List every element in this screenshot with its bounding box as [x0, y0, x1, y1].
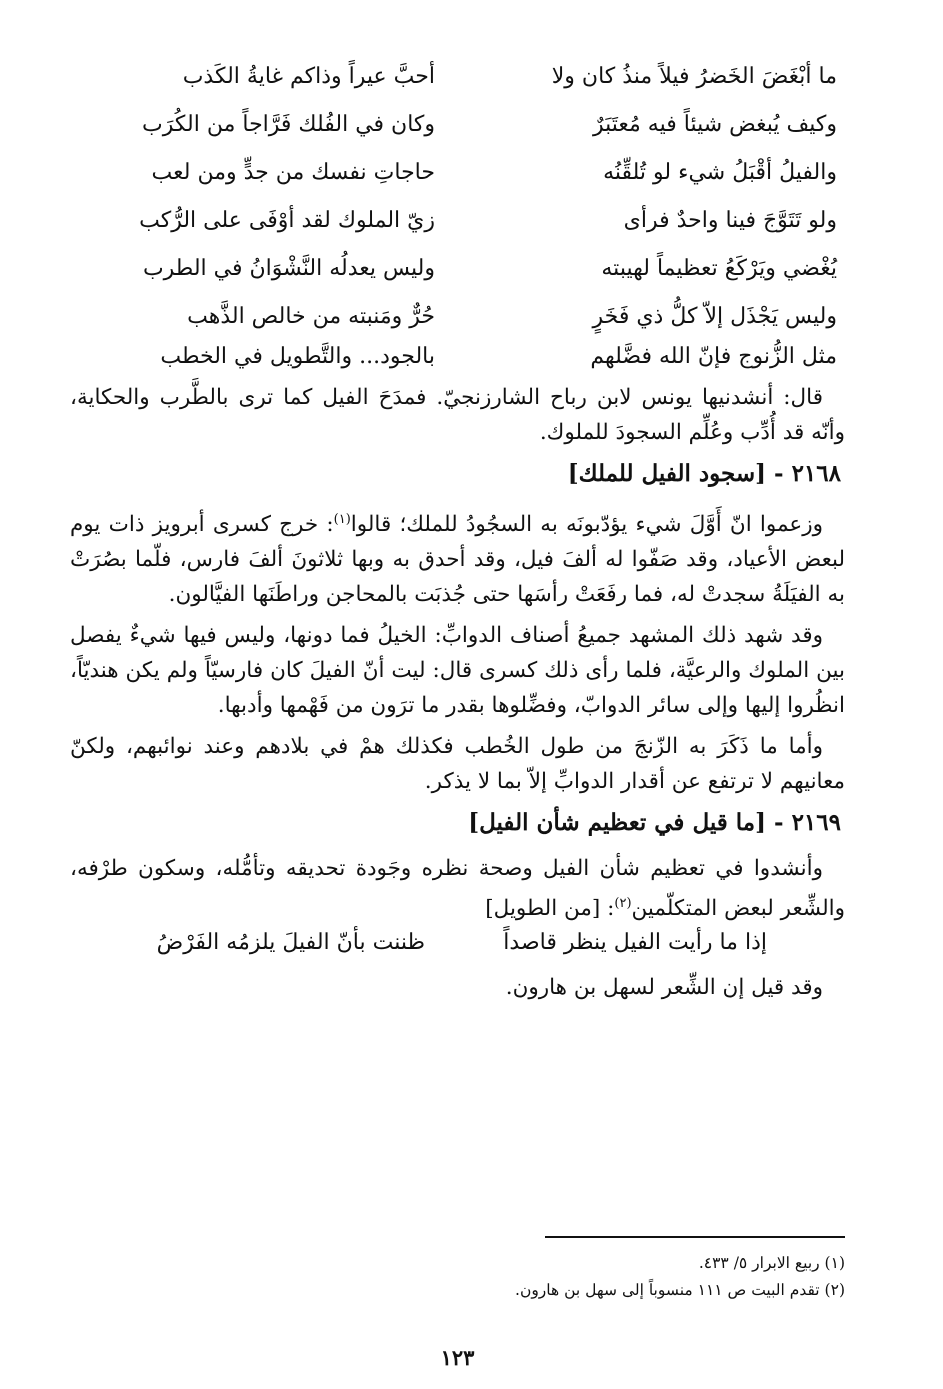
verse-line	[70, 926, 845, 970]
verse-hemistich-right: ما أبْغَضَ الخَضرُ فيلاً منذُ كان ولا	[551, 64, 837, 89]
footnote: (١) ربيع الابرار ٥/ ٤٣٣.	[698, 1254, 845, 1272]
book-page	[70, 40, 845, 1370]
footnote-divider	[545, 1236, 845, 1238]
verse-hemistich-left: أحبَّ عيراً وذاكم غايةُ الكَذب	[182, 64, 435, 89]
paragraph-text: وأنشدوا في تعظيم شأن الفيل وصحة نظره وجَودة تحديقه وتأمُّله، وسكون طرْفه، والشِّعر لبعض المتكلّمين	[70, 856, 845, 922]
footnote-ref: (١)	[333, 512, 351, 527]
verse-hemistich-left: زيّ الملوك لقد أوْفَى على الرُّكب	[139, 208, 435, 233]
verse-hemistich-left: حُرٌّ ومَنبته من خالص الذَّهب	[187, 304, 435, 329]
verse-hemistich-right: وليس يَجْذَل إلاّ كلُّ ذي فَخَرٍ	[592, 304, 837, 329]
page-number: ١٢٣	[440, 1345, 475, 1370]
paragraph: قال: أنشدنيها يونس لابن رباح الشارزنجيّ. فمدَحَ الفيل كما ترى بالطَّرب والحكاية، وأنّه قد أُدِّب وعُلِّم السجودَ للملوك.	[70, 385, 845, 445]
paragraph: وقد شهد ذلك المشهد جميعُ أصناف الدوابِّ: الخيلُ فما دونها، وليس فيها شيءٌ يفصل بين الملوك والرعيَّة، فلما رأى ذلك كسرى قال: ليت أنّ الفيلَ كان فارسيّاً ولم يكن هنديّاً، انظُروا إليها وإلى سائر الدوابّ، وفضِّلوها بقدر ما ترَون من فَهْمها وأدبها.	[70, 623, 845, 719]
verse-hemistich-left: وكان في الفُلك فَرَّاجاً من الكُرَب	[142, 112, 435, 137]
verse-hemistich-left: حاجاتِ نفسك من جدٍّ ومن لعب	[151, 160, 435, 185]
verse-hemistich-right: مثل الزُّنوج فإنّ الله فضَّلهم	[590, 344, 837, 369]
paragraph: وأما ما ذَكَرَ به الزّنجَ من طول الخُطب فكذلك همْ في بلادهم وعند نوائبهم، ولكنّ معانيهم لا ترتفع عن أقدار الدوابِّ إلاّ بما لا يذكر.	[70, 734, 845, 795]
paragraph-text: : [من الطويل]	[485, 896, 615, 922]
verse-hemistich-right: وكيف يُبغض شيئاً فيه مُعتَبَرٌ	[593, 112, 837, 137]
paragraph: وقد قيل إن الشِّعر لسهل بن هارون.	[505, 975, 823, 1001]
verse-hemistich-right: إذا ما رأيت الفيل ينظر قاصداً	[503, 930, 767, 956]
paragraph	[70, 502, 845, 612]
verse-hemistich-left: بالجود... والتَّطويل في الخطب	[160, 344, 435, 369]
footnote: (٢) تقدم البيت ص ١١١ منسوباً إلى سهل بن هارون.	[515, 1281, 845, 1299]
section-heading: ٢١٦٨ - [سجود الفيل للملك]	[567, 460, 841, 487]
verse-hemistich-right: ولو تَتَوَّجَ فينا واحدٌ فرأى	[623, 208, 837, 233]
verse-hemistich-right: والفيلُ أقْبَلُ شيء لو تُلقِّنُه	[603, 160, 837, 185]
verse-hemistich-left: ظننت بأنّ الفيلَ يلزمُه الفَرْضُ	[156, 930, 425, 956]
paragraph-text: وزعموا انّ أَوَّلَ شيء يؤدّبونَه به السجُودُ للملك؛ قالوا	[350, 512, 823, 538]
paragraph	[70, 851, 845, 926]
verse-hemistich-left: وليس يعدلُه النَّشْوَانُ في الطرب	[142, 256, 435, 281]
footnote-ref: (٢)	[614, 896, 632, 912]
verse-hemistich-right: يُغْضي ويَرْكَعُ تعظيماً لهيبته	[601, 256, 837, 281]
paragraph-text: : خرج كسرى أبرويز ذات يوم لبعض الأعياد، وقد صَفّوا له ألفَ فيل، وقد أحدق به وبها ثلاثونَ ألفَ فارس، فلّما بصُرَتْ به الفيَلَةُ سجدتْ له، فما رفَعَتْ رأسَها حتى جُذبَت بالمحاجن وراطَنَها الفيَّالون.	[70, 512, 845, 608]
poem-block	[70, 40, 845, 380]
section-heading: ٢١٦٩ - [ما قيل في تعظيم شأن الفيل]	[468, 809, 841, 837]
